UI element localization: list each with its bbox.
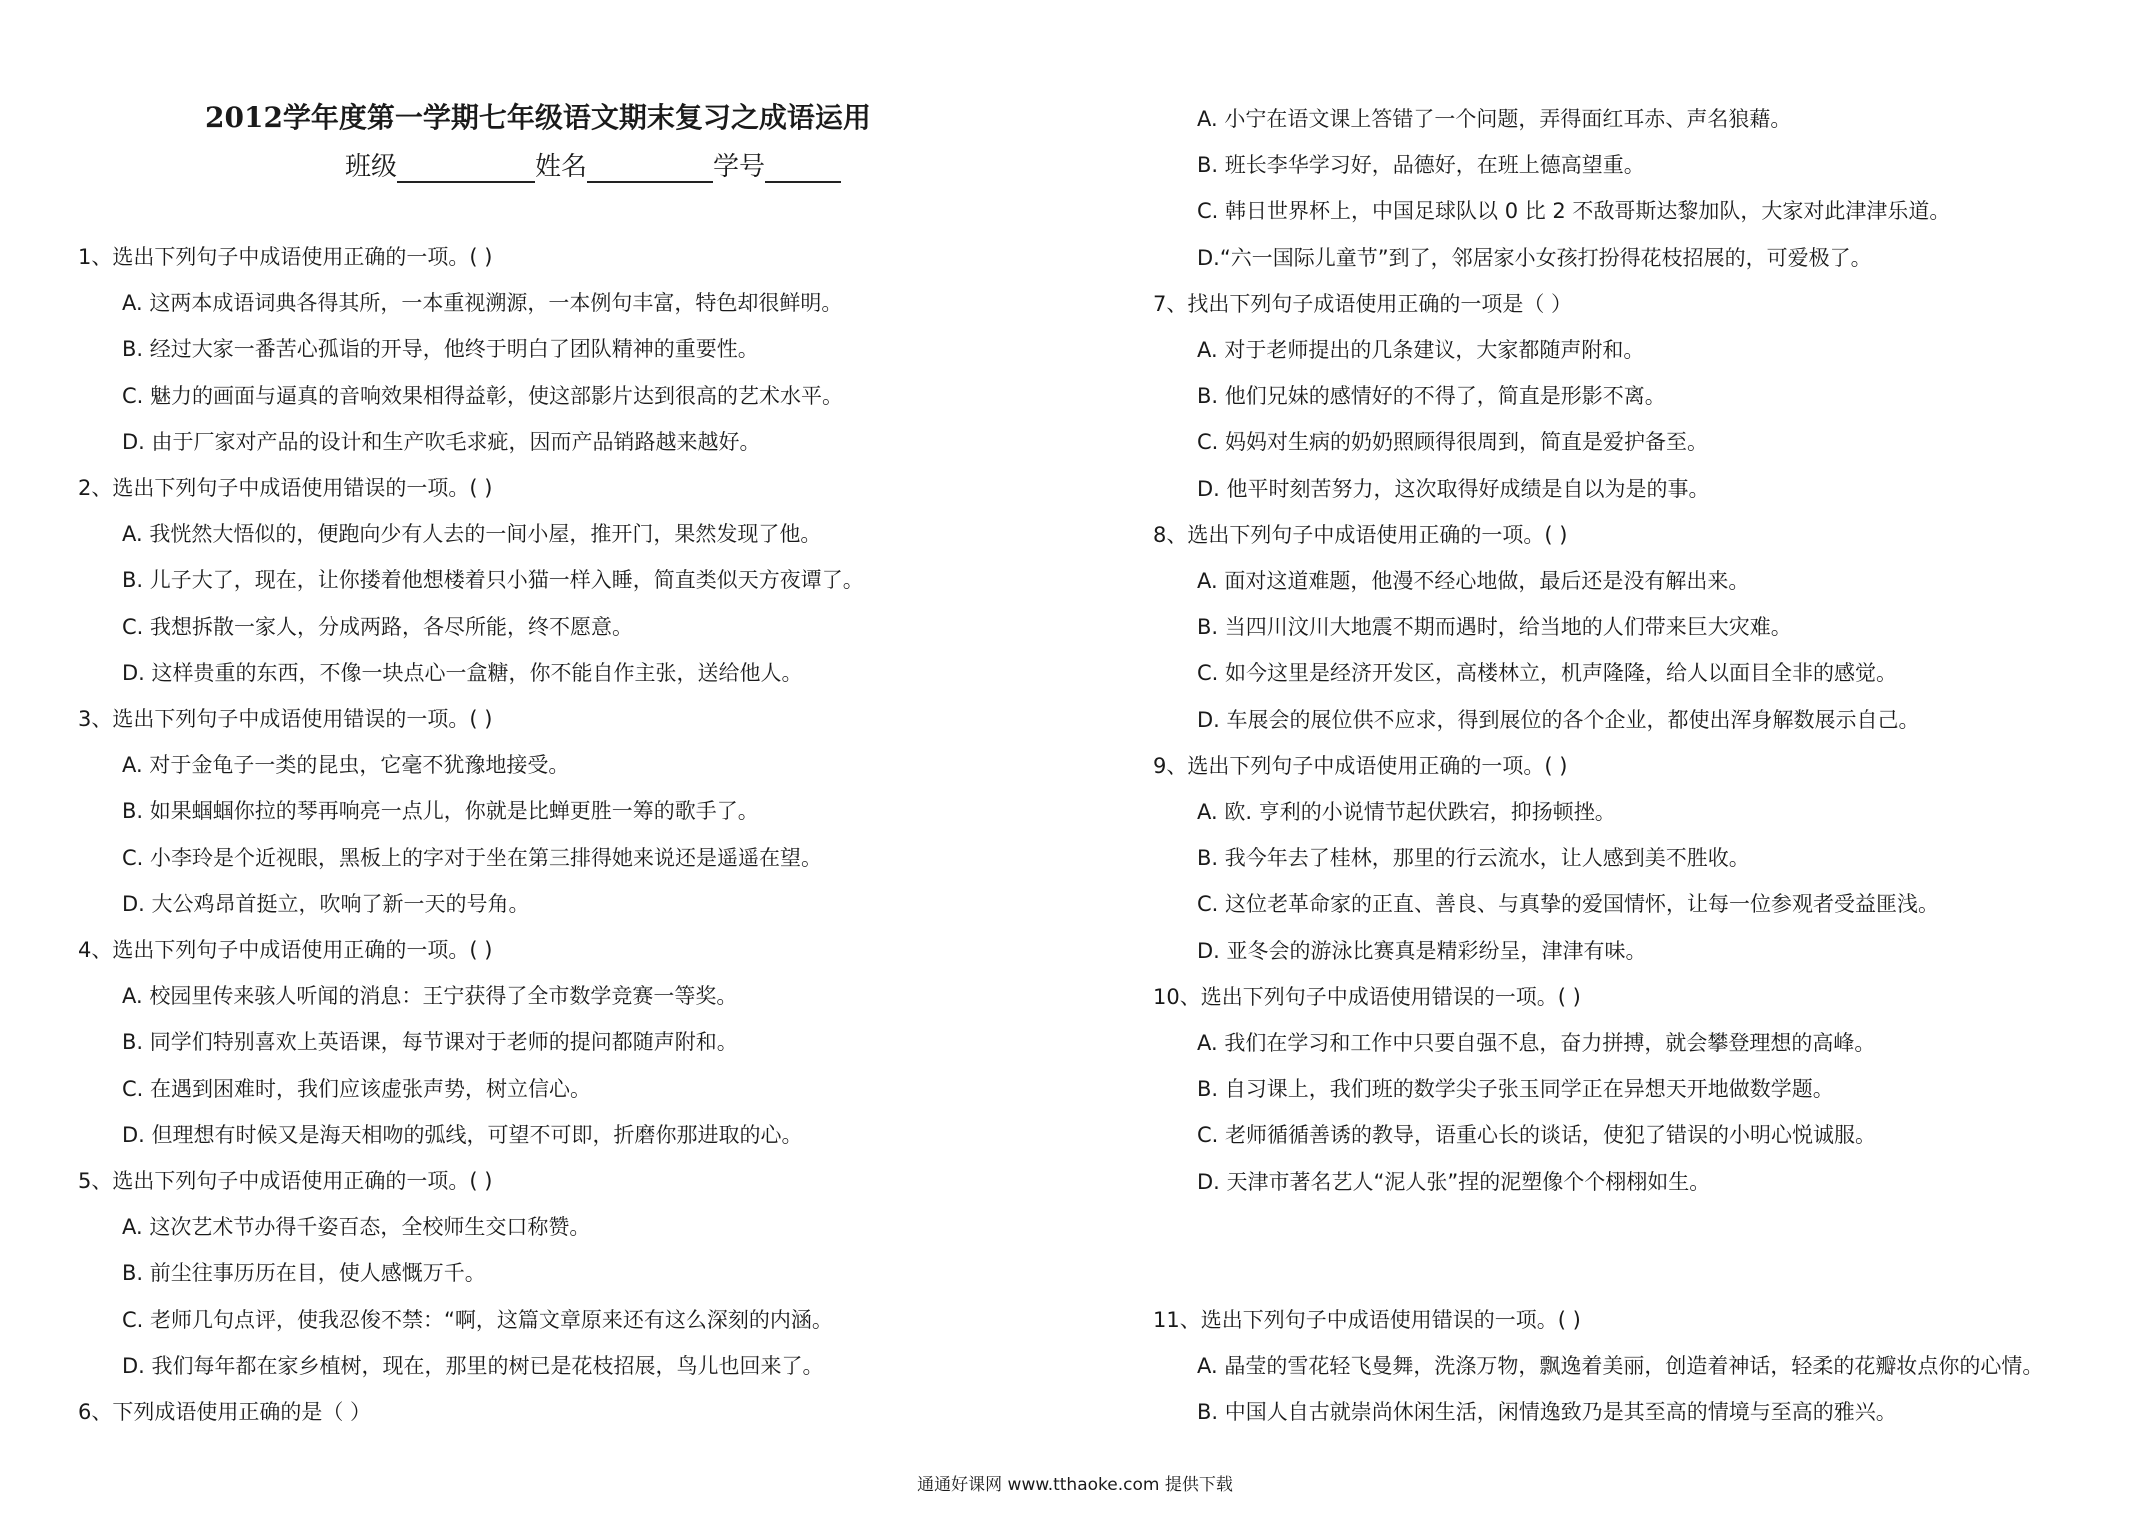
answer-option: B. 同学们特别喜欢上英语课，每节课对于老师的提问都随声附和。 [122, 1030, 738, 1055]
number-label: 学号 [713, 152, 766, 182]
question-stem: 8、选出下列句子中成语使用正确的一项。( ) [1153, 522, 1568, 547]
answer-option: A. 对于金龟子一类的昆虫，它毫不犹豫地接受。 [122, 753, 570, 778]
answer-option: A. 对于老师提出的几条建议，大家都随声附和。 [1197, 338, 1645, 362]
answer-option: C. 魅力的画面与逼真的音响效果相得益彰，使这部影片达到很高的艺术水平。 [122, 383, 844, 408]
question-stem: 11、选出下列句子中成语使用错误的一项。( ) [1153, 1307, 1581, 1332]
answer-option: D. 大公鸡昂首挺立，吹响了新一天的号角。 [122, 891, 530, 916]
answer-option: C. 这位老革命家的正直、善良、与真挚的爱国情怀，让每一位参观者受益匪浅。 [1197, 892, 1940, 917]
answer-option: B. 儿子大了，现在，让你搂着他想楼着只小猫一样入睡，简直类似天方夜谭了。 [122, 568, 864, 593]
answer-option: C. 我想拆散一家人，分成两路，各尽所能，终不愿意。 [122, 614, 634, 639]
answer-option: D. 但理想有时候又是海天相吻的弧线，可望不可即，折磨你那进取的心。 [122, 1122, 803, 1147]
class-label: 班级 [345, 152, 398, 182]
answer-option: B. 当四川汶川大地震不期而遇时，给当地的人们带来巨大灾难。 [1197, 615, 1792, 640]
answer-option: C. 老师几句点评，使我忍俊不禁：“啊，这篇文章原来还有这么深刻的内涵。 [122, 1307, 833, 1332]
answer-option: C. 在遇到困难时，我们应该虚张声势，树立信心。 [122, 1076, 592, 1101]
question-stem: 2、选出下列句子中成语使用错误的一项。( ) [78, 476, 493, 500]
answer-option: A. 小宁在语文课上答错了一个问题，弄得面红耳赤、声名狼藉。 [1197, 107, 1792, 131]
name-blank[interactable] [587, 155, 713, 183]
answer-option: A. 我们在学习和工作中只要自强不息，奋力拼搏，就会攀登理想的高峰。 [1197, 1031, 1876, 1055]
question-stem: 6、下列成语使用正确的是（ ） [78, 1400, 372, 1424]
answer-option: C. 如今这里是经济开发区，高楼林立，机声隆隆，给人以面目全非的感觉。 [1197, 661, 1898, 686]
answer-option: D. 天津市著名艺人“泥人张”捏的泥塑像个个栩栩如生。 [1197, 1169, 1711, 1194]
answer-option: B. 如果蝈蝈你拉的琴再响亮一点儿，你就是比蝉更胜一筹的歌手了。 [122, 799, 759, 824]
question-stem: 9、选出下列句子中成语使用正确的一项。( ) [1153, 753, 1568, 778]
answer-option: B. 他们兄妹的感情好的不得了，简直是形影不离。 [1197, 384, 1666, 409]
question-stem: 4、选出下列句子中成语使用正确的一项。( ) [78, 938, 493, 962]
question-stem: 7、找出下列句子成语使用正确的一项是（ ） [1153, 291, 1573, 316]
answer-option: C. 老师循循善诱的教导，语重心长的谈话，使犯了错误的小明心悦诚服。 [1197, 1123, 1877, 1148]
answer-option: A. 欧. 亨利的小说情节起伏跌宕，抑扬顿挫。 [1197, 800, 1616, 824]
number-blank[interactable] [765, 155, 841, 183]
answer-option: C. 韩日世界杯上，中国足球队以 0 比 2 不敌哥斯达黎加队，大家对此津津乐道。 [1197, 199, 1951, 224]
answer-option: B. 我今年去了桂林，那里的行云流水，让人感到美不胜收。 [1197, 846, 1750, 871]
answer-option: D. 亚冬会的游泳比赛真是精彩纷呈，津津有味。 [1197, 938, 1647, 963]
answer-option: B. 自习课上，我们班的数学尖子张玉同学正在异想天开地做数学题。 [1197, 1077, 1834, 1102]
answer-option: D. 由于厂家对产品的设计和生产吹毛求疵，因而产品销路越来越好。 [122, 429, 761, 454]
question-stem: 3、选出下列句子中成语使用错误的一项。( ) [78, 707, 493, 731]
question-stem: 5、选出下列句子中成语使用正确的一项。( ) [78, 1169, 493, 1193]
class-blank[interactable] [397, 155, 535, 183]
answer-option: C. 小李玲是个近视眼，黑板上的字对于坐在第三排得她来说还是遥遥在望。 [122, 845, 823, 870]
answer-option: A. 面对这道难题，他漫不经心地做，最后还是没有解出来。 [1197, 569, 1750, 593]
question-stem: 10、选出下列句子中成语使用错误的一项。( ) [1153, 984, 1581, 1009]
answer-option: A. 校园里传来骇人听闻的消息：王宁获得了全市数学竞赛一等奖。 [122, 984, 738, 1009]
document-title: 2012学年度第一学期七年级语文期末复习之成语运用 [205, 101, 871, 134]
answer-option: D. 车展会的展位供不应求，得到展位的各个企业，都使出浑身解数展示自己。 [1197, 707, 1920, 732]
answer-option: D. 他平时刻苦努力，这次取得好成绩是自以为是的事。 [1197, 476, 1710, 501]
answer-option: D. 我们每年都在家乡植树，现在，那里的树已是花枝招展，鸟儿也回来了。 [122, 1353, 824, 1378]
answer-option: B. 前尘往事历历在目，使人感慨万千。 [122, 1261, 486, 1286]
answer-option: B. 经过大家一番苦心孤诣的开导，他终于明白了团队精神的重要性。 [122, 337, 759, 362]
answer-option: D. 这样贵重的东西，不像一块点心一盒糖，你不能自作主张，送给他人。 [122, 660, 803, 685]
answer-option: C. 妈妈对生病的奶奶照顾得很周到，简直是爱护备至。 [1197, 430, 1709, 455]
question-stem: 1、选出下列句子中成语使用正确的一项。( ) [78, 245, 493, 269]
answer-option: B. 班长李华学习好，品德好，在班上德高望重。 [1197, 153, 1645, 178]
page-footer: 通通好课网 www.tthaoke.com 提供下载 [917, 1475, 1233, 1495]
answer-option: B. 中国人自古就崇尚休闲生活，闲情逸致乃是其至高的情境与至高的雅兴。 [1197, 1400, 1897, 1425]
answer-option: A. 我恍然大悟似的，便跑向少有人去的一间小屋，推开门，果然发现了他。 [122, 522, 822, 547]
answer-option: A. 这次艺术节办得千姿百态，全校师生交口称赞。 [122, 1215, 591, 1240]
answer-option: A. 晶莹的雪花轻飞曼舞，洗涤万物，飘逸着美丽，创造着神话，轻柔的花瓣妆点你的心情。 [1197, 1354, 2044, 1378]
answer-option: D.“六一国际儿童节”到了，邻居家小女孩打扮得花枝招展的，可爱极了。 [1197, 245, 1872, 270]
name-label: 姓名 [535, 152, 588, 182]
student-info-line [345, 146, 841, 183]
answer-option: A. 这两本成语词典各得其所，一本重视溯源，一本例句丰富，特色却很鲜明。 [122, 291, 843, 316]
